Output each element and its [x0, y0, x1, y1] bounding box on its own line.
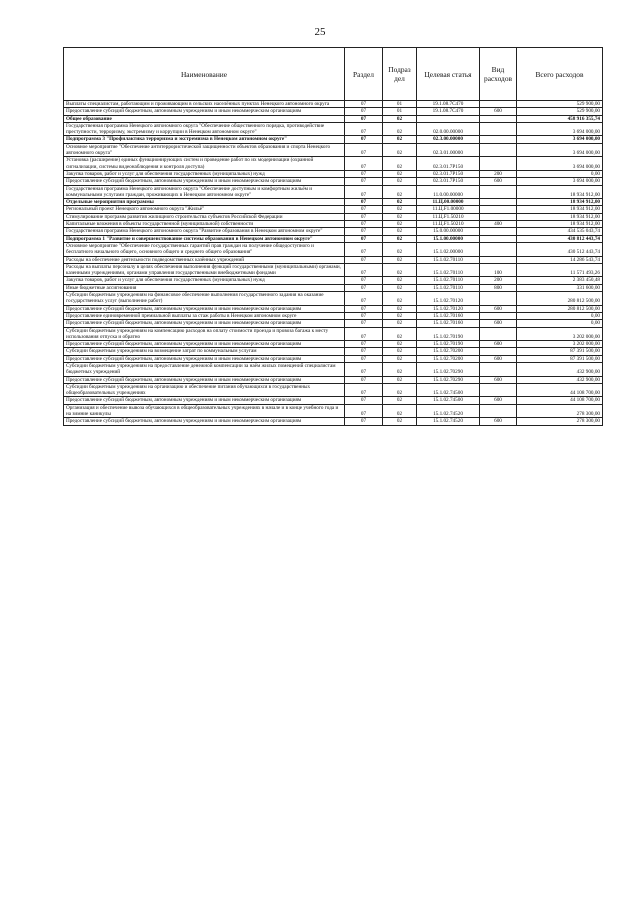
row-name-cell: Субсидии бюджетным учреждениям на возмещение затрат по коммунальным услугам — [64, 348, 345, 355]
table-row — [64, 397, 603, 404]
page-number: 25 — [314, 26, 326, 38]
row-total-cell: 430 512 443,74 — [517, 242, 603, 256]
table-row — [64, 376, 603, 383]
row-name-cell: Государственная программа Ненецкого автономного округа "Развитие образования в Ненецком автономном округе" — [64, 228, 345, 235]
row-subsection-cell: 02 — [383, 284, 417, 291]
table-row — [64, 122, 603, 136]
row-subsection-cell: 02 — [383, 355, 417, 362]
row-article-cell: 15.1.02.70190 — [417, 327, 480, 341]
table-row — [64, 312, 603, 319]
row-section-cell: 07 — [345, 185, 383, 199]
header-article: Целевая статья — [417, 48, 480, 101]
header-subsection: Подраз дел — [383, 48, 417, 101]
row-article-cell: 15.1.02.00000 — [417, 242, 480, 256]
row-subsection-cell: 02 — [383, 418, 417, 425]
row-type-cell — [480, 185, 517, 199]
row-section-cell: 07 — [345, 115, 383, 122]
row-section-cell: 07 — [345, 376, 383, 383]
row-subsection-cell: 02 — [383, 122, 417, 136]
row-name-cell: Предоставление субсидий бюджетным, автономным учреждениям и иным некоммерческим организациям — [64, 305, 345, 312]
row-subsection-cell: 02 — [383, 362, 417, 376]
row-article-cell: 02.0.00.00000 — [417, 122, 480, 136]
table-row — [64, 108, 603, 115]
table-header-row — [64, 48, 603, 101]
row-subsection-cell: 02 — [383, 292, 417, 306]
row-subsection-cell: 02 — [383, 341, 417, 348]
row-name-cell: Отдельные мероприятия программы — [64, 199, 345, 206]
table-body — [64, 101, 603, 426]
row-section-cell: 07 — [345, 199, 383, 206]
row-total-cell: 458 916 355,74 — [517, 115, 603, 122]
row-type-cell — [480, 122, 517, 136]
table-row — [64, 348, 603, 355]
table-row — [64, 256, 603, 263]
row-section-cell: 07 — [345, 213, 383, 220]
row-article-cell: 15.0.00.00000 — [417, 228, 480, 235]
row-name-cell: Общее образование — [64, 115, 345, 122]
row-total-cell: 278 300,00 — [517, 418, 603, 425]
row-total-cell: 432 900,00 — [517, 362, 603, 376]
row-total-cell: 529 900,00 — [517, 101, 603, 108]
row-total-cell: 87 391 500,00 — [517, 348, 603, 355]
row-article-cell: 15.1.02.70200 — [417, 348, 480, 355]
row-type-cell: 800 — [480, 284, 517, 291]
row-type-cell — [480, 206, 517, 213]
row-type-cell — [480, 235, 517, 242]
row-article-cell: 15.1.02.70160 — [417, 320, 480, 327]
row-total-cell: 44 108 700,00 — [517, 397, 603, 404]
row-section-cell: 07 — [345, 221, 383, 228]
row-type-cell — [480, 242, 517, 256]
row-subsection-cell: 02 — [383, 185, 417, 199]
row-type-cell: 200 — [480, 277, 517, 284]
row-type-cell: 100 — [480, 263, 517, 277]
row-section-cell: 07 — [345, 157, 383, 171]
table-row — [64, 263, 603, 277]
row-name-cell: Закупка товаров, работ и услуг для обеспечения государственных (муниципальных) нужд — [64, 277, 345, 284]
row-type-cell: 600 — [480, 355, 517, 362]
row-name-cell: Установка (расширение) единых функционирующих систем и проведение работ по их модернизации (охранной сигнализации, системы видеонаблюдения и контроля доступа) — [64, 157, 345, 171]
row-total-cell: 430 812 443,74 — [517, 235, 603, 242]
header-expense-type: Вид расходов — [480, 48, 517, 101]
header-section: Раздел — [345, 48, 383, 101]
row-subsection-cell: 02 — [383, 383, 417, 397]
row-total-cell: 18 934 912,00 — [517, 213, 603, 220]
row-article-cell: 11.0.00.00000 — [417, 185, 480, 199]
row-article-cell: 19.1.08.7С470 — [417, 101, 480, 108]
row-section-cell: 07 — [345, 362, 383, 376]
row-name-cell: Капитальные вложения в объекты государственной (муниципальной) собственности — [64, 221, 345, 228]
header-name: Наименование — [64, 48, 345, 101]
row-article-cell: 02.3.01.7Р150 — [417, 178, 480, 185]
row-name-cell: Региональный проект Ненецкого автономного округа "Жильё" — [64, 206, 345, 213]
row-article-cell: 02.3.01.00000 — [417, 143, 480, 157]
table-row — [64, 170, 603, 177]
row-type-cell — [480, 213, 517, 220]
row-type-cell — [480, 383, 517, 397]
budget-table — [63, 47, 603, 426]
row-total-cell: 44 108 700,00 — [517, 383, 603, 397]
row-type-cell: 200 — [480, 170, 517, 177]
row-type-cell: 600 — [480, 108, 517, 115]
row-name-cell: Предоставление субсидий бюджетным, автономным учреждениям и иным некоммерческим организациям — [64, 320, 345, 327]
row-type-cell: 600 — [480, 418, 517, 425]
row-article-cell: 15.1.00.00000 — [417, 235, 480, 242]
row-name-cell: Государственная программа Ненецкого автономного округа "Обеспечение общественного порядка, противодействие преступности, терроризму, экстремизму и коррупции в Ненецком автономном округе" — [64, 122, 345, 136]
row-subsection-cell: 02 — [383, 228, 417, 235]
row-type-cell — [480, 292, 517, 306]
table-row — [64, 277, 603, 284]
row-total-cell: 280 812 500,00 — [517, 305, 603, 312]
row-article-cell: 15.1.02.70120 — [417, 305, 480, 312]
row-total-cell: 280 812 500,00 — [517, 292, 603, 306]
row-section-cell: 07 — [345, 305, 383, 312]
header-total: Всего расходов — [517, 48, 603, 101]
row-name-cell: Субсидии бюджетным учреждениям на финансовое обеспечение выполнения государственного задания на оказание государственных услуг (выполнение работ) — [64, 292, 345, 306]
row-section-cell: 07 — [345, 277, 383, 284]
row-section-cell: 07 — [345, 108, 383, 115]
row-total-cell: 18 934 912,00 — [517, 206, 603, 213]
row-article-cell: 15.1.02.70120 — [417, 292, 480, 306]
row-total-cell: 3 202 000,00 — [517, 327, 603, 341]
row-total-cell: 3 694 000,00 — [517, 143, 603, 157]
row-type-cell — [480, 404, 517, 418]
row-name-cell: Предоставление субсидий бюджетным, автономным учреждениям и иным некоммерческим организациям — [64, 178, 345, 185]
row-total-cell: 14 286 543,74 — [517, 256, 603, 263]
row-type-cell — [480, 312, 517, 319]
table-row — [64, 221, 603, 228]
row-total-cell: 3 694 000,00 — [517, 157, 603, 171]
row-total-cell: 3 694 000,00 — [517, 136, 603, 143]
row-section-cell: 07 — [345, 206, 383, 213]
row-section-cell: 07 — [345, 136, 383, 143]
row-subsection-cell: 02 — [383, 136, 417, 143]
table-row — [64, 157, 603, 171]
row-type-cell — [480, 101, 517, 108]
row-subsection-cell: 02 — [383, 157, 417, 171]
row-type-cell — [480, 143, 517, 157]
row-section-cell: 07 — [345, 122, 383, 136]
row-article-cell: 15.1.02.70200 — [417, 355, 480, 362]
row-type-cell: 600 — [480, 305, 517, 312]
table-row — [64, 355, 603, 362]
row-section-cell: 07 — [345, 263, 383, 277]
row-section-cell: 07 — [345, 292, 383, 306]
row-article-cell: 11.Ц.00.00000 — [417, 199, 480, 206]
row-name-cell: Предоставление субсидий бюджетным, автономным учреждениям и иным некоммерческим организациям — [64, 376, 345, 383]
table-row — [64, 185, 603, 199]
row-subsection-cell: 02 — [383, 348, 417, 355]
row-section-cell: 07 — [345, 348, 383, 355]
row-total-cell: 3 694 000,00 — [517, 178, 603, 185]
row-section-cell: 07 — [345, 312, 383, 319]
row-subsection-cell: 02 — [383, 277, 417, 284]
row-subsection-cell: 02 — [383, 327, 417, 341]
row-name-cell: Расходы на обеспечение деятельности подведомственных казённых учреждений — [64, 256, 345, 263]
row-subsection-cell: 02 — [383, 178, 417, 185]
table-row — [64, 242, 603, 256]
row-type-cell — [480, 362, 517, 376]
row-name-cell: Субсидии бюджетным учреждениям на предоставление денежной компенсации за наём жилых помещений специалистам бюджетных учреждений — [64, 362, 345, 376]
row-section-cell: 07 — [345, 383, 383, 397]
row-name-cell: Основное мероприятие "Обеспечение антитеррористической защищенности объектов образования и спорта Ненецкого автономного округа" — [64, 143, 345, 157]
row-subsection-cell: 02 — [383, 242, 417, 256]
row-total-cell: 434 535 043,74 — [517, 228, 603, 235]
row-name-cell: Стимулирование программ развития жилищного строительства субъектов Российской Федерации — [64, 213, 345, 220]
table-row — [64, 115, 603, 122]
table-row — [64, 418, 603, 425]
row-section-cell: 07 — [345, 170, 383, 177]
row-name-cell: Предоставление субсидий бюджетным, автономным учреждениям и иным некоммерческим организациям — [64, 108, 345, 115]
row-name-cell: Закупка товаров, работ и услуг для обеспечения государственных (муниципальных) нужд — [64, 170, 345, 177]
row-section-cell: 07 — [345, 101, 383, 108]
table-row — [64, 383, 603, 397]
row-subsection-cell: 02 — [383, 256, 417, 263]
row-section-cell: 07 — [345, 341, 383, 348]
row-section-cell: 07 — [345, 404, 383, 418]
row-total-cell: 3 694 000,00 — [517, 122, 603, 136]
row-article-cell: 15.1.02.70290 — [417, 362, 480, 376]
row-subsection-cell: 02 — [383, 305, 417, 312]
row-article-cell: 02.3.01.7Р150 — [417, 170, 480, 177]
table-row — [64, 206, 603, 213]
row-name-cell: Подпрограмма 1 "Развитие и совершенствование системы образования в Ненецком автономном округе" — [64, 235, 345, 242]
row-total-cell: 529 900,00 — [517, 108, 603, 115]
row-subsection-cell: 02 — [383, 320, 417, 327]
row-total-cell: 18 934 912,00 — [517, 221, 603, 228]
row-name-cell: Расходы на выплаты персоналу в целях обеспечения выполнения функций государственными (муниципальными) органами, казенными учреждениями, органами управления государственными внебюджетными фондами — [64, 263, 345, 277]
row-name-cell: Предоставление субсидий бюджетным, автономным учреждениям и иным некоммерческим организациям — [64, 418, 345, 425]
row-article-cell: 11.Ц.F1.50210 — [417, 213, 480, 220]
row-article-cell: 15.1.02.70190 — [417, 341, 480, 348]
table-row — [64, 178, 603, 185]
row-subsection-cell: 02 — [383, 263, 417, 277]
table-row — [64, 292, 603, 306]
row-type-cell — [480, 199, 517, 206]
row-subsection-cell: 02 — [383, 397, 417, 404]
row-name-cell: Субсидии бюджетным учреждениям на компенсацию расходов на оплату стоимости проезда и провоза багажа к месту использования отпуска и обратно — [64, 327, 345, 341]
row-article-cell: 02.3.00.00000 — [417, 136, 480, 143]
row-type-cell — [480, 348, 517, 355]
table-row — [64, 320, 603, 327]
row-section-cell: 07 — [345, 327, 383, 341]
row-type-cell — [480, 228, 517, 235]
row-section-cell: 07 — [345, 320, 383, 327]
row-subsection-cell: 02 — [383, 235, 417, 242]
row-type-cell: 600 — [480, 178, 517, 185]
row-section-cell: 07 — [345, 235, 383, 242]
row-article-cell: 15.1.02.74500 — [417, 397, 480, 404]
row-article-cell: 15.1.02.70110 — [417, 256, 480, 263]
table-row — [64, 284, 603, 291]
row-total-cell: 0,00 — [517, 312, 603, 319]
row-type-cell: 600 — [480, 320, 517, 327]
row-name-cell: Предоставление единовременной премиальной выплаты за стаж работы в Ненецком автономном округе — [64, 312, 345, 319]
table-row — [64, 404, 603, 418]
row-article-cell: 15.1.02.74520 — [417, 404, 480, 418]
row-type-cell — [480, 115, 517, 122]
row-name-cell: Подпрограмма 3 "Профилактика терроризма и экстремизма в Ненецком автономном округе" — [64, 136, 345, 143]
row-type-cell — [480, 157, 517, 171]
table-row — [64, 143, 603, 157]
row-name-cell: Организация и обеспечение вывоза обучающихся в общеобразовательных учреждениях в начале и в конце учебного года и на зимние каникулы — [64, 404, 345, 418]
row-article-cell: 19.1.08.7С470 — [417, 108, 480, 115]
row-name-cell: Иные бюджетные ассигнования — [64, 284, 345, 291]
row-total-cell: 18 934 912,00 — [517, 199, 603, 206]
row-type-cell — [480, 327, 517, 341]
row-article-cell: 11.Ц.F1.50210 — [417, 221, 480, 228]
row-name-cell: Государственная программа Ненецкого автономного округа "Обеспечение доступным и комфортным жильём и коммунальными услугами граждан, проживающих в Ненецком автономном округе" — [64, 185, 345, 199]
row-type-cell: 400 — [480, 221, 517, 228]
row-subsection-cell: 01 — [383, 108, 417, 115]
row-name-cell: Предоставление субсидий бюджетным, автономным учреждениям и иным некоммерческим организациям — [64, 341, 345, 348]
row-name-cell: Предоставление субсидий бюджетным, автономным учреждениям и иным некоммерческим организациям — [64, 355, 345, 362]
row-article-cell: 15.1.02.74500 — [417, 383, 480, 397]
row-section-cell: 07 — [345, 256, 383, 263]
row-total-cell: 278 300,00 — [517, 404, 603, 418]
row-total-cell: 87 391 500,00 — [517, 355, 603, 362]
row-subsection-cell: 01 — [383, 101, 417, 108]
row-total-cell: 331 600,00 — [517, 284, 603, 291]
row-article-cell: 15.1.02.70110 — [417, 263, 480, 277]
table-row — [64, 327, 603, 341]
table-row — [64, 305, 603, 312]
row-name-cell: Субсидии бюджетным учреждениям на организацию и обеспечение питания обучающихся в государственных общеобразовательных учреждениях — [64, 383, 345, 397]
row-section-cell: 07 — [345, 397, 383, 404]
row-article-cell: 02.3.01.7Р150 — [417, 157, 480, 171]
row-type-cell: 600 — [480, 397, 517, 404]
row-article-cell: 11.Ц.F1.00000 — [417, 206, 480, 213]
row-type-cell — [480, 136, 517, 143]
row-subsection-cell: 02 — [383, 143, 417, 157]
row-article-cell — [417, 115, 480, 122]
row-subsection-cell: 02 — [383, 213, 417, 220]
row-total-cell: 432 900,00 — [517, 376, 603, 383]
row-total-cell: 2 383 450,48 — [517, 277, 603, 284]
row-article-cell: 15.1.02.70110 — [417, 284, 480, 291]
table-row — [64, 199, 603, 206]
table-row — [64, 136, 603, 143]
row-article-cell: 15.1.02.70290 — [417, 376, 480, 383]
row-section-cell: 07 — [345, 284, 383, 291]
row-total-cell: 18 934 912,00 — [517, 185, 603, 199]
row-subsection-cell: 02 — [383, 199, 417, 206]
row-subsection-cell: 02 — [383, 206, 417, 213]
row-subsection-cell: 02 — [383, 312, 417, 319]
row-section-cell: 07 — [345, 143, 383, 157]
row-subsection-cell: 02 — [383, 115, 417, 122]
row-subsection-cell: 02 — [383, 376, 417, 383]
table-row — [64, 341, 603, 348]
row-section-cell: 07 — [345, 242, 383, 256]
row-article-cell: 15.1.02.74520 — [417, 418, 480, 425]
table-row — [64, 101, 603, 108]
row-subsection-cell: 02 — [383, 221, 417, 228]
row-article-cell: 15.1.02.70110 — [417, 277, 480, 284]
table-row — [64, 235, 603, 242]
row-article-cell: 15.1.02.70160 — [417, 312, 480, 319]
row-type-cell — [480, 256, 517, 263]
row-section-cell: 07 — [345, 418, 383, 425]
row-name-cell: Предоставление субсидий бюджетным, автономным учреждениям и иным некоммерческим организациям — [64, 397, 345, 404]
row-section-cell: 07 — [345, 178, 383, 185]
row-name-cell: Выплаты специалистам, работающим и проживающим в сельских населённых пунктах Ненецкого автономного округа — [64, 101, 345, 108]
table-row — [64, 362, 603, 376]
row-name-cell: Основное мероприятие "Обеспечение государственных гарантий прав граждан на получение общедоступного и бесплатного начального общего, основного общего и среднего общего образования" — [64, 242, 345, 256]
row-total-cell: 11 571 493,26 — [517, 263, 603, 277]
row-type-cell: 600 — [480, 341, 517, 348]
row-type-cell: 600 — [480, 376, 517, 383]
row-section-cell: 07 — [345, 228, 383, 235]
table-row — [64, 213, 603, 220]
row-total-cell: 0,00 — [517, 170, 603, 177]
row-section-cell: 07 — [345, 355, 383, 362]
row-total-cell: 3 202 000,00 — [517, 341, 603, 348]
row-subsection-cell: 02 — [383, 170, 417, 177]
table-row — [64, 228, 603, 235]
row-subsection-cell: 02 — [383, 404, 417, 418]
row-total-cell: 0,00 — [517, 320, 603, 327]
